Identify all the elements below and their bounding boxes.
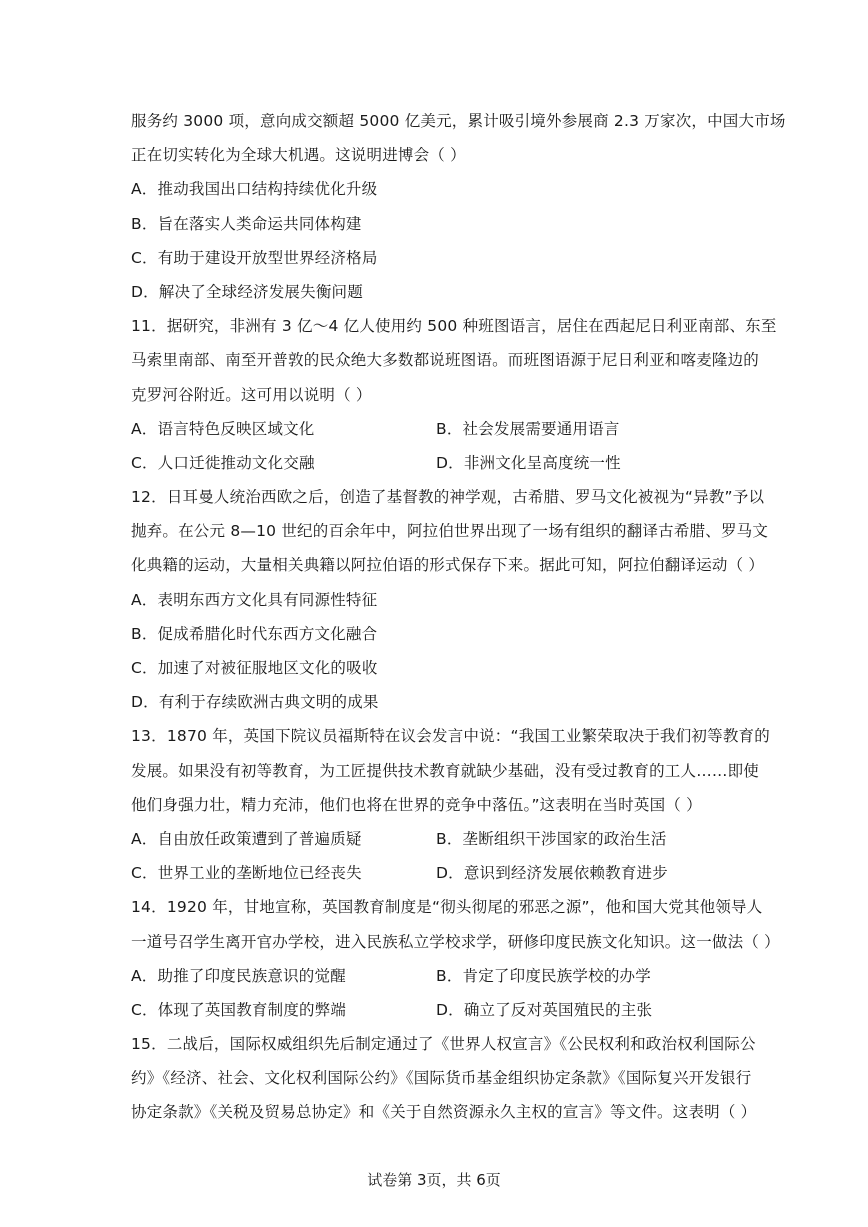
question-stem-line: 12．日耳曼人统治西欧之后，创造了基督教的神学观，古希腊、罗马文化被视为“异教”予以 bbox=[131, 488, 765, 507]
option-a: A．助推了印度民族意识的觉醒 bbox=[131, 966, 346, 985]
option-d: D．确立了反对英国殖民的主张 bbox=[436, 1000, 653, 1019]
option-d: D．有利于存续欧洲古典文明的成果 bbox=[131, 693, 379, 712]
question-stem-line: 15．二战后，国际权威组织先后制定通过了《世界人权宣言》《公民权利和政治权利国际公 bbox=[131, 1035, 756, 1054]
option-d: D．非洲文化呈高度统一性 bbox=[436, 453, 621, 472]
question-13 bbox=[131, 719, 771, 890]
option-b: B．垄断组织干涉国家的政治生活 bbox=[436, 829, 667, 848]
question-stem-line: 克罗河谷附近。这可用以说明（ ） bbox=[131, 385, 372, 404]
option-c: C．加速了对被征服地区文化的吸收 bbox=[131, 659, 378, 677]
option-b: B．促成希腊化时代东西方文化融合 bbox=[131, 624, 378, 643]
option-row bbox=[131, 822, 771, 856]
page-footer: 试卷第 3页，共 6页 bbox=[367, 1171, 501, 1189]
option-c: C．人口迁徙推动文化交融 bbox=[131, 453, 315, 472]
question-stem-line: 一道号召学生离开官办学校，进入民族私立学校求学，研修印度民族文化知识。这一做法（ ） bbox=[131, 932, 780, 951]
option-b: B．肯定了印度民族学校的办学 bbox=[436, 966, 651, 985]
option-a: A．表明东西方文化具有同源性特征 bbox=[131, 590, 378, 609]
question-stem-line: 约》《经济、社会、文化权利国际公约》《国际货币基金组织协定条款》《国际复兴开发银行 bbox=[131, 1069, 752, 1088]
option-c: C．体现了英国教育制度的弊端 bbox=[131, 1000, 347, 1019]
question-10 bbox=[131, 104, 786, 309]
option-c: C．有助于建设开放型世界经济格局 bbox=[131, 248, 378, 267]
question-stem-line: 协定条款》《关税及贸易总协定》和《关于自然资源永久主权的宣言》等文件。这表明（ ） bbox=[131, 1103, 757, 1122]
question-stem-line: 正在切实转化为全球大机遇。这说明进博会（ ） bbox=[131, 146, 466, 165]
option-a: A．语言特色反映区域文化 bbox=[131, 419, 315, 438]
question-12 bbox=[131, 480, 771, 719]
question-stem-line: 马索里南部、南至开普敦的民众绝大多数都说班图语。而班图语源于尼日利亚和喀麦隆边的 bbox=[131, 351, 760, 370]
option-a: A．自由放任政策遭到了普遍质疑 bbox=[131, 829, 362, 848]
option-d: D．解决了全球经济发展失衡问题 bbox=[131, 282, 363, 301]
question-stem-line: 11．据研究，非洲有 3 亿～4 亿人使用约 500 种班图语言，居住在西起尼日利亚南部、东至 bbox=[131, 317, 777, 336]
option-d: D．意识到经济发展依赖教育进步 bbox=[436, 864, 668, 883]
question-stem-line: 14．1920 年，甘地宣称，英国教育制度是“彻头彻尾的邪恶之源”，他和国大党其他领导人 bbox=[131, 898, 763, 917]
option-b: B．社会发展需要通用语言 bbox=[436, 419, 620, 438]
option-row bbox=[131, 856, 771, 890]
question-stem-line: 13．1870 年，英国下院议员福斯特在议会发言中说：“我国工业繁荣取决于我们初等教育的 bbox=[131, 727, 770, 746]
question-content bbox=[131, 104, 786, 1130]
option-b: B．旨在落实人类命运共同体构建 bbox=[131, 214, 362, 233]
question-stem-line: 化典籍的运动，大量相关典籍以阿拉伯语的形式保存下来。据此可知，阿拉伯翻译运动（ ） bbox=[131, 556, 765, 575]
option-row bbox=[131, 959, 771, 993]
question-stem-line: 他们身强力壮，精力充沛，他们也将在世界的竞争中落伍。”这表明在当时英国（ ） bbox=[131, 795, 702, 814]
option-row bbox=[131, 412, 771, 446]
option-c: C．世界工业的垄断地位已经丧失 bbox=[131, 864, 362, 883]
question-11 bbox=[131, 309, 777, 480]
question-stem-line: 服务约 3000 项，意向成交额超 5000 亿美元，累计吸引境外参展商 2.3 万家次，中国大市场 bbox=[131, 112, 786, 130]
option-row bbox=[131, 993, 771, 1027]
question-stem-line: 发展。如果没有初等教育，为工匠提供技术教育就缺少基础，没有受过教育的工人……即使 bbox=[131, 761, 760, 780]
question-15 bbox=[131, 1027, 771, 1130]
option-row bbox=[131, 446, 771, 480]
option-a: A．推动我国出口结构持续优化升级 bbox=[131, 180, 378, 199]
question-stem-line: 抛弃。在公元 8—10 世纪的百余年中，阿拉伯世界出现了一场有组织的翻译古希腊、罗马文 bbox=[131, 522, 769, 541]
question-14 bbox=[131, 890, 780, 1027]
